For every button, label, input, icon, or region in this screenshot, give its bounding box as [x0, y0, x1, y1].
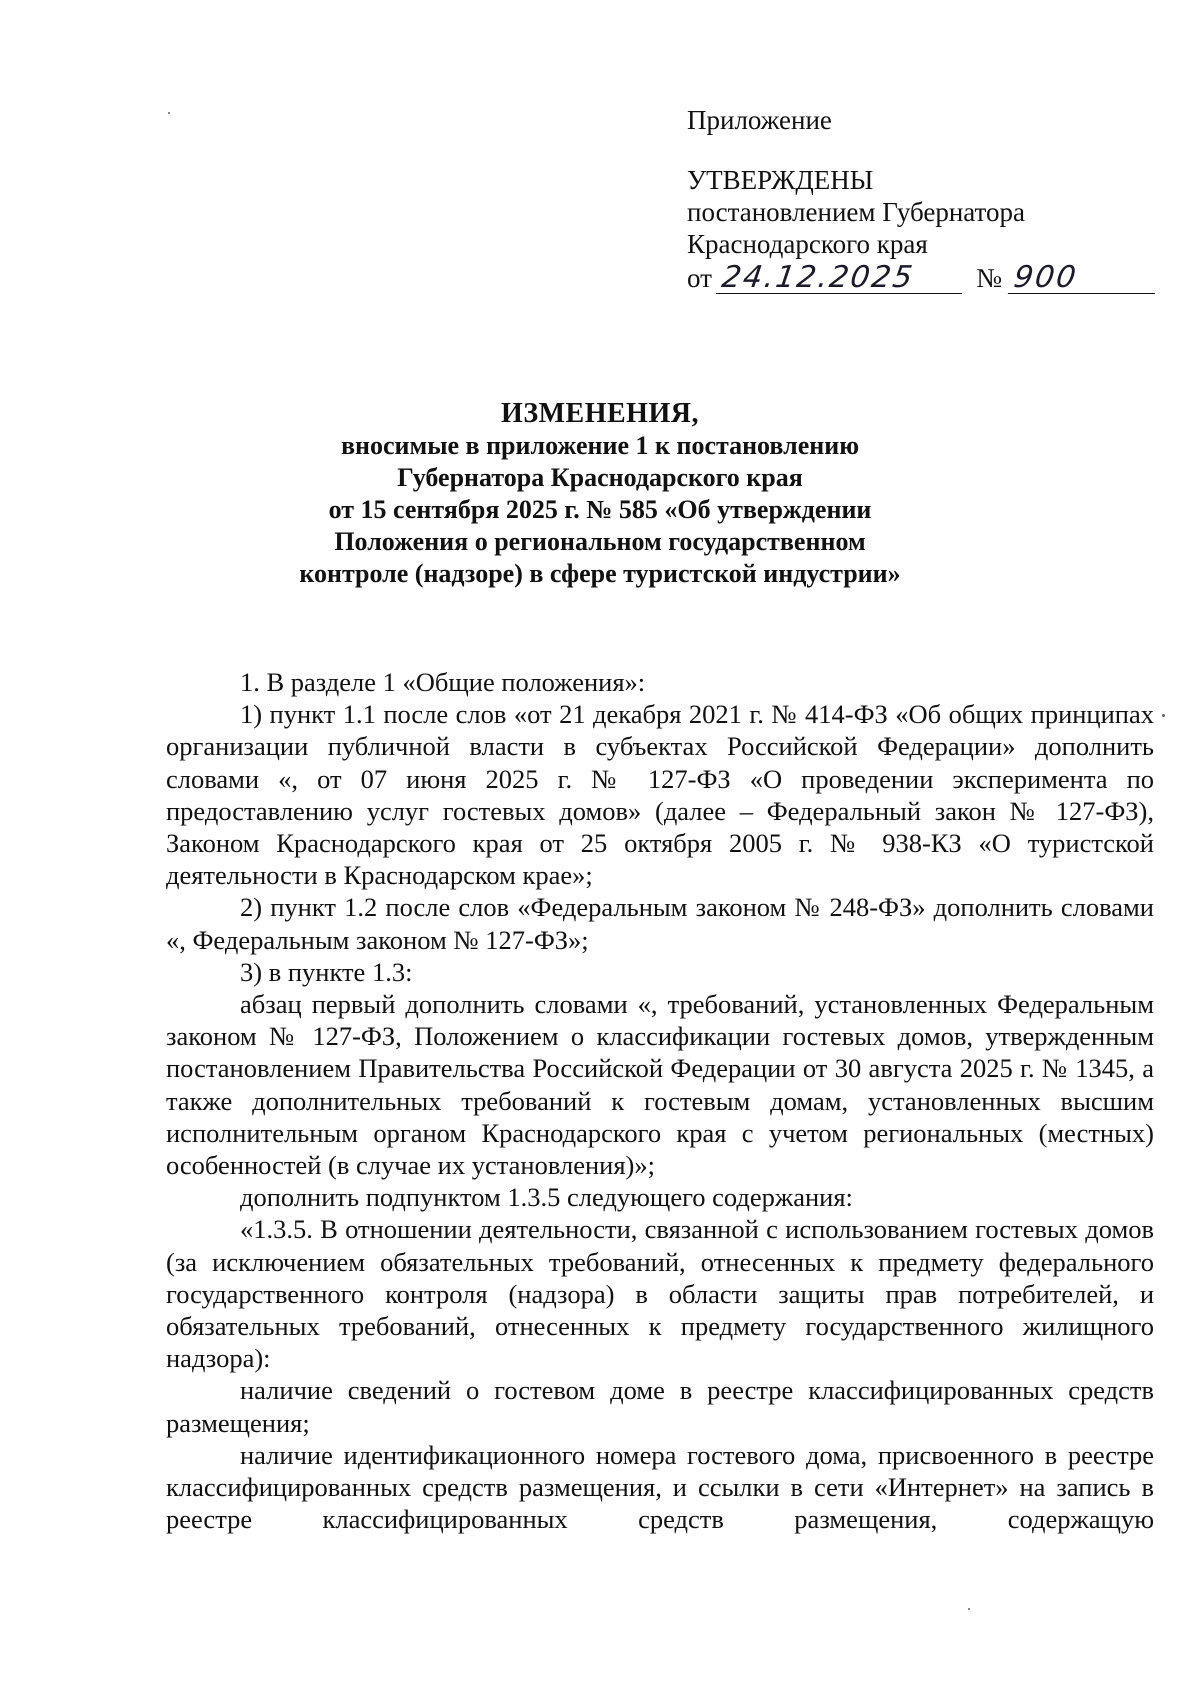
handwritten-number: 900 — [1008, 263, 1159, 294]
date-prefix: от — [687, 263, 712, 293]
paragraph: 2) пункт 1.2 после слов «Федеральным законом № 248-ФЗ» дополнить словами «, Федеральным законом № 127-ФЗ»; — [166, 892, 1154, 955]
handwritten-date: 24.12.2025 — [716, 263, 967, 294]
title-main: ИЗМЕНЕНИЯ, — [501, 398, 699, 429]
approval-line-2: Краснодарского края — [687, 229, 928, 259]
scan-speck — [1162, 714, 1165, 717]
paragraph: наличие идентификационного номера гостевого дома, присвоенного в реестре классифицированных средств размещения, и ссылки в сети «Интернет» на запись в реестре классифицированных средств размещения, содержащую — [166, 1439, 1154, 1535]
scan-speck — [168, 112, 170, 114]
document-body — [166, 666, 1154, 1535]
document-title — [160, 398, 1040, 590]
paragraph: 3) в пункте 1.3: — [240, 956, 413, 987]
date-number-line — [687, 262, 1157, 294]
title-line: контроле (надзоре) в сфере туристской индустрии» — [299, 559, 901, 588]
paragraph: 1. В разделе 1 «Общие положения»: — [240, 667, 646, 697]
approved-label: УТВЕРЖДЕНЫ — [687, 165, 874, 195]
title-line: Положения о региональном государственном — [334, 527, 866, 556]
appendix-label: Приложение — [687, 105, 832, 135]
title-line: Губернатора Краснодарского края — [397, 463, 803, 492]
paragraph: 1) пункт 1.1 после слов «от 21 декабря 2021 г. № 414-ФЗ «Об общих принципах организации публичной власти в субъектах Российской Федерации» дополнить словами «, от 07 июня 2025 г. № 127-ФЗ «О проведении эксперимента по предоставлению услуг гостевых домов» (далее – Федеральный закон № 127-ФЗ), Законом Краснодарского края от 25 октября 2005 г. № 938-КЗ «О туристской деятельности в Краснодарском крае»; — [166, 699, 1154, 891]
paragraph: абзац первый дополнить словами «, требований, установленных Федеральным законом № 127-ФЗ, Положением о классификации гостевых домов, утвержденным постановлением Правительства Российской Федерации от 30 августа 2025 г. № 1345, а также дополнительных требований к гостевым домам, установленных высшим исполнительным органом Краснодарского края с учетом региональных (местных) особенностей (в случае их установления)»; — [166, 989, 1154, 1181]
paragraph: наличие сведений о гостевом доме в реестре классифицированных средств размещения; — [166, 1375, 1154, 1438]
paragraph: «1.3.5. В отношении деятельности, связанной с использованием гостевых домов (за исключением обязательных требований, отнесенных к предмету федерального государственного контроля (надзора) в области защиты прав потребителей, и обязательных требований, отнесенных к предмету государственного жилищного надзора): — [166, 1214, 1154, 1374]
title-line: от 15 сентября 2025 г. № 585 «Об утверждении — [328, 495, 872, 524]
paragraph: дополнить подпунктом 1.3.5 следующего содержания: — [240, 1182, 853, 1213]
approval-block — [687, 104, 1157, 294]
scan-speck — [968, 1608, 970, 1610]
approval-line-1: постановлением Губернатора — [687, 197, 1025, 227]
number-prefix: № — [976, 263, 1002, 293]
title-line: вносимые в приложение 1 к постановлению — [340, 431, 860, 460]
